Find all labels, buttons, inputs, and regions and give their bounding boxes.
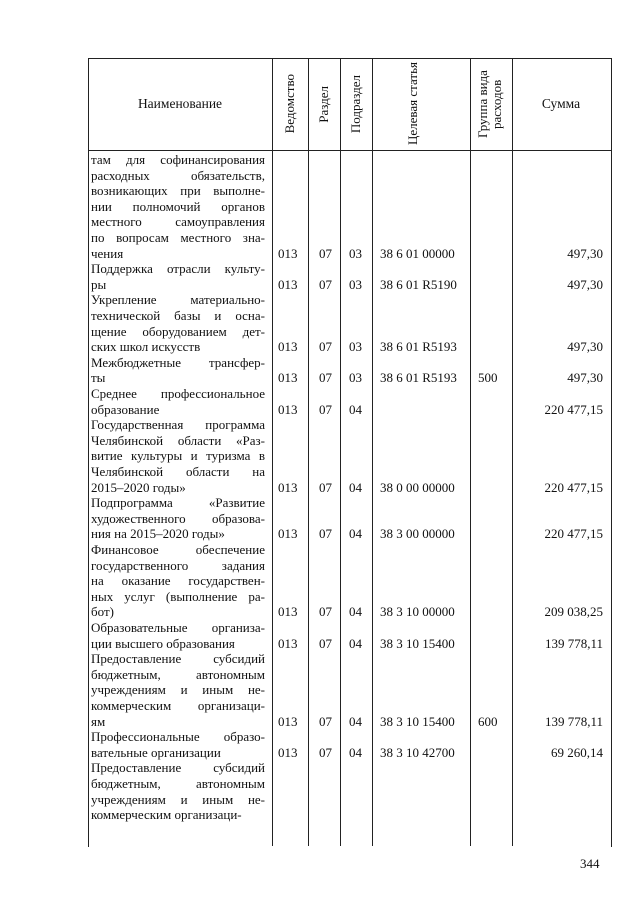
row-name-line: учреждениям и иным не-: [91, 791, 265, 807]
row-podrazdel: 04: [349, 604, 362, 620]
header-divider: [88, 150, 611, 151]
row-podrazdel: 03: [349, 370, 362, 386]
row-gruppa: 600: [478, 713, 498, 729]
row-summa: 220 477,15: [544, 479, 603, 495]
row-celevaya: 38 6 01 R5193: [380, 370, 457, 386]
header-summa: [512, 58, 610, 150]
row-podrazdel: 03: [349, 245, 362, 261]
header-gruppa-label: Группа вида расходов: [475, 70, 504, 138]
row-summa: 139 778,11: [544, 635, 603, 651]
row-summa: 209 038,25: [544, 604, 603, 620]
row-name-line: щение оборудованием дет-: [91, 323, 265, 339]
row-podrazdel: 04: [349, 526, 362, 542]
header-razdel-label: Раздел: [316, 85, 331, 123]
row-name-line: Поддержка отрасли культу-: [91, 261, 265, 277]
row-dept: 013: [278, 401, 298, 417]
row-name-line: художественного образова-: [91, 510, 265, 526]
column-divider: [272, 58, 273, 846]
row-razdel: 07: [319, 635, 332, 651]
row-name-line: Предоставление субсидий: [91, 651, 265, 667]
row-name-line: ных услуг (выполнение ра-: [91, 588, 265, 604]
row-razdel: 07: [319, 604, 332, 620]
row-summa: 497,30: [567, 245, 603, 261]
row-dept: 013: [278, 635, 298, 651]
row-dept: 013: [278, 339, 298, 355]
row-razdel: 07: [319, 713, 332, 729]
row-name-line: на оказание государствен-: [91, 573, 265, 589]
row-name-line: коммерческим организаци-: [91, 698, 265, 713]
row-name-line: Челябинской области «Раз-: [91, 432, 265, 448]
column-divider: [308, 58, 309, 846]
row-name-line: ты: [91, 370, 106, 386]
header-gruppa: [470, 58, 512, 150]
row-summa: 220 477,15: [544, 401, 603, 417]
header-celevaya-label: Целевая статья: [405, 62, 420, 146]
row-razdel: 07: [319, 339, 332, 355]
row-podrazdel: 04: [349, 635, 362, 651]
row-celevaya: 38 3 10 15400: [380, 713, 455, 729]
row-dept: 013: [278, 276, 298, 292]
row-name-line: Государственная программа: [91, 417, 265, 433]
row-name-line: образование: [91, 401, 160, 417]
header-dept: [272, 58, 308, 150]
row-celevaya: 38 3 10 42700: [380, 744, 455, 760]
row-name-line: государственного задания: [91, 557, 265, 573]
row-name-line: возникающих при выполне-: [91, 183, 265, 199]
row-name-line: ния на 2015–2020 годы»: [91, 526, 225, 542]
row-summa: 69 260,14: [551, 744, 603, 760]
row-dept: 013: [278, 526, 298, 542]
row-gruppa: 500: [478, 370, 498, 386]
column-divider: [372, 58, 373, 846]
row-name-line: учреждениям и иным не-: [91, 682, 265, 698]
row-name-line: ям: [91, 713, 106, 729]
column-divider: [512, 58, 513, 846]
row-podrazdel: 03: [349, 276, 362, 292]
row-name-line: бот): [91, 604, 114, 620]
row-celevaya: 38 3 10 15400: [380, 635, 455, 651]
column-divider: [340, 58, 341, 846]
row-name-line: Укрепление материально-: [91, 292, 265, 308]
row-celevaya: 38 6 01 R5193: [380, 339, 457, 355]
row-celevaya: 38 0 00 00000: [380, 479, 455, 495]
header-razdel: [308, 58, 340, 150]
row-podrazdel: 03: [349, 339, 362, 355]
row-name-line: ских школ искусств: [91, 339, 201, 355]
row-name-line: технической базы и осна-: [91, 308, 265, 323]
row-summa: 139 778,11: [544, 713, 603, 729]
row-name-line: нии полномочий органов: [91, 198, 265, 214]
row-name-line: коммерческим организаци-: [91, 807, 242, 823]
header-celevaya: [372, 58, 470, 150]
row-podrazdel: 04: [349, 713, 362, 729]
row-name-line: Предоставление субсидий: [91, 760, 265, 776]
row-celevaya: 38 6 01 00000: [380, 245, 455, 261]
row-name-line: ции высшего образования: [91, 635, 235, 651]
row-podrazdel: 04: [349, 401, 362, 417]
row-name-line: вательные организации: [91, 744, 221, 760]
row-name-line: бюджетным, автономным: [91, 776, 265, 791]
page-number: 344: [580, 856, 600, 871]
row-dept: 013: [278, 245, 298, 261]
row-name-line: расходных обязательств,: [91, 167, 265, 183]
row-summa: 497,30: [567, 339, 603, 355]
row-podrazdel: 04: [349, 479, 362, 495]
row-name-line: витие культуры и туризма в: [91, 448, 265, 464]
row-name-line: Финансовое обеспечение: [91, 542, 265, 557]
row-name-line: Профессиональные образо-: [91, 729, 265, 745]
row-razdel: 07: [319, 401, 332, 417]
row-dept: 013: [278, 370, 298, 386]
row-name-line: местного самоуправления: [91, 214, 265, 230]
row-name-line: Челябинской области на: [91, 464, 265, 479]
row-razdel: 07: [319, 479, 332, 495]
row-dept: 013: [278, 744, 298, 760]
row-name-line: Среднее профессиональное: [91, 386, 265, 401]
row-name-line: там для софинансирования: [91, 152, 265, 167]
row-name-line: Подпрограмма «Развитие: [91, 495, 265, 511]
row-name-line: по вопросам местного зна-: [91, 230, 265, 245]
header-dept-label: Ведомство: [282, 74, 297, 134]
row-name-line: 2015–2020 годы»: [91, 479, 186, 495]
row-dept: 013: [278, 479, 298, 495]
header-summa-label: Сумма: [541, 96, 581, 111]
row-summa: 497,30: [567, 370, 603, 386]
row-name-line: бюджетным, автономным: [91, 666, 265, 682]
row-summa: 220 477,15: [544, 526, 603, 542]
row-dept: 013: [278, 713, 298, 729]
row-razdel: 07: [319, 744, 332, 760]
header-name-label: Наименование: [137, 96, 223, 111]
column-divider: [470, 58, 471, 846]
row-dept: 013: [278, 604, 298, 620]
row-name-line: чения: [91, 245, 124, 261]
row-name-line: ры: [91, 276, 107, 292]
header-name: [88, 58, 272, 150]
row-razdel: 07: [319, 276, 332, 292]
row-razdel: 07: [319, 526, 332, 542]
row-celevaya: 38 6 01 R5190: [380, 276, 457, 292]
row-summa: 497,30: [567, 276, 603, 292]
header-podrazdel-label: Подраздел: [348, 74, 363, 134]
row-razdel: 07: [319, 245, 332, 261]
row-name-line: Образовательные организа-: [91, 620, 265, 635]
row-celevaya: 38 3 00 00000: [380, 526, 455, 542]
row-podrazdel: 04: [349, 744, 362, 760]
row-name-line: Межбюджетные трансфер-: [91, 354, 265, 370]
row-celevaya: 38 3 10 00000: [380, 604, 455, 620]
header-podrazdel: [340, 58, 372, 150]
row-razdel: 07: [319, 370, 332, 386]
